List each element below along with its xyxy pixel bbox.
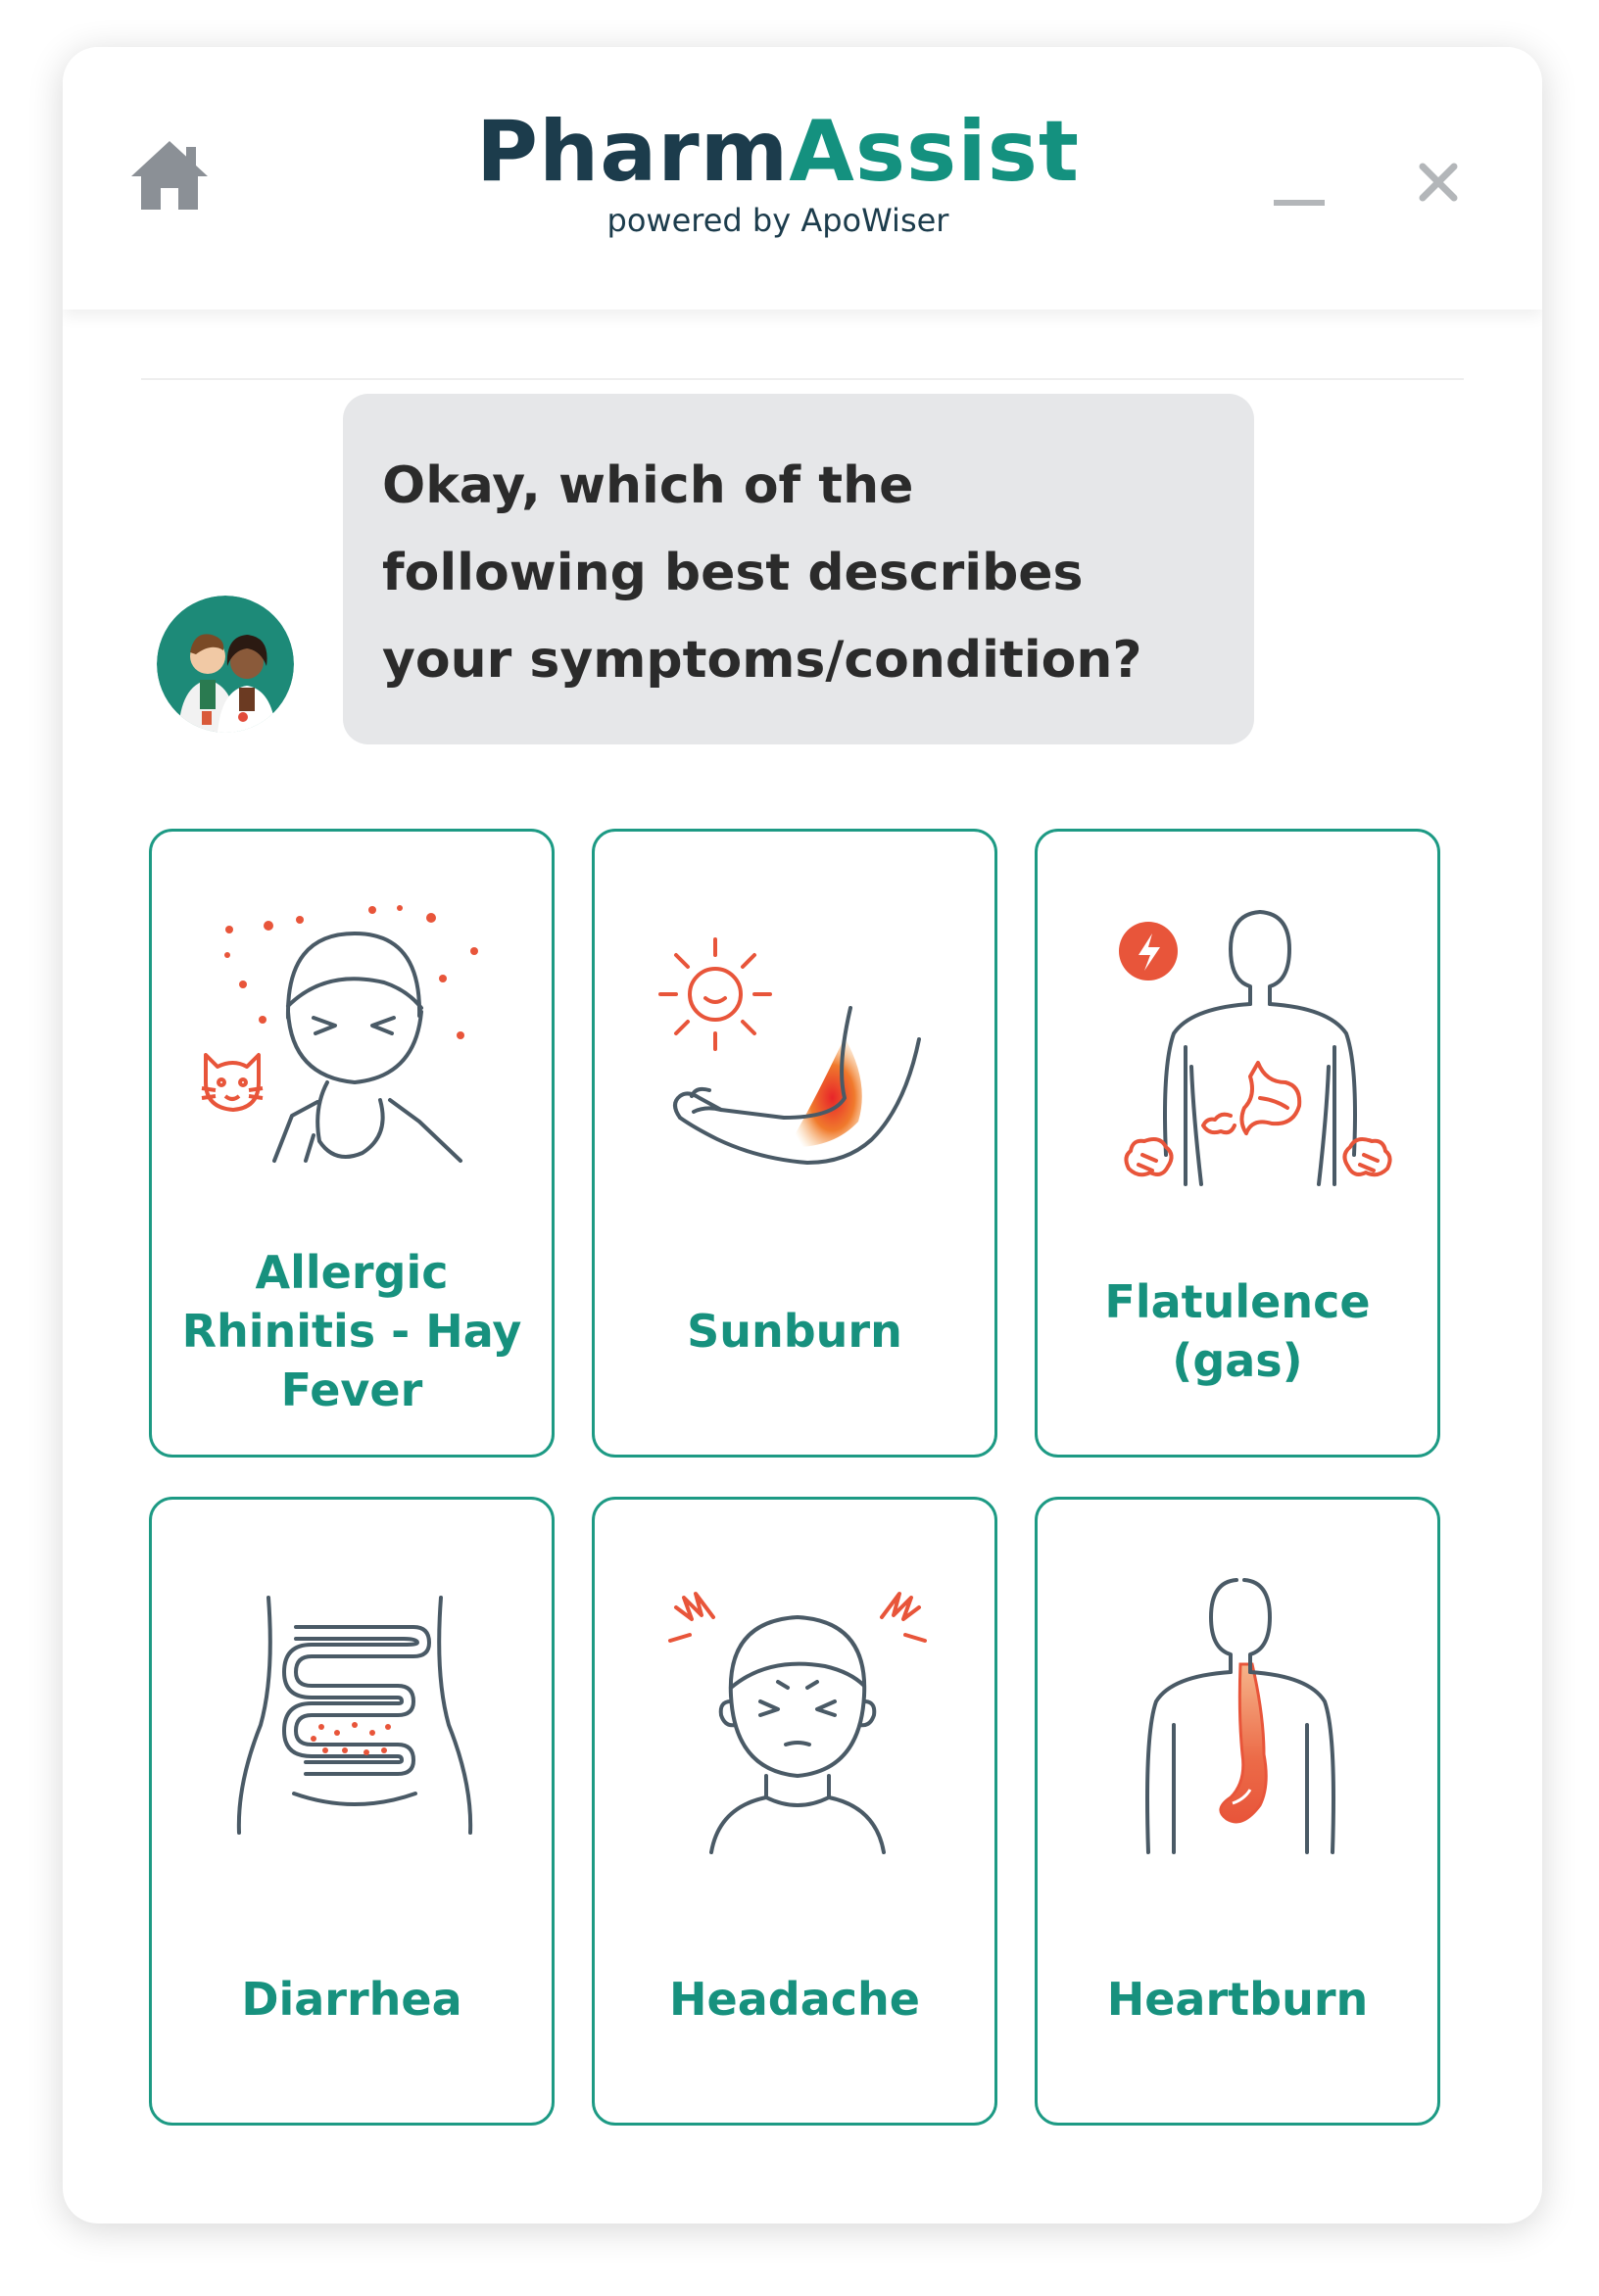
chat-widget <box>63 47 1542 2224</box>
pharmacist-avatar <box>157 596 294 733</box>
home-icon <box>125 133 214 221</box>
flatulence-icon <box>1084 890 1397 1204</box>
close-icon <box>1411 155 1466 210</box>
pharmacists-avatar-icon <box>157 596 294 733</box>
option-label: Allergic Rhinitis - Hay Fever <box>181 1246 522 1416</box>
brand-logo <box>474 103 1082 239</box>
option-card-sunburn[interactable] <box>592 829 997 1458</box>
option-label: Diarrhea <box>241 1973 462 2026</box>
option-card-diarrhea[interactable] <box>149 1497 555 2126</box>
heartburn-icon <box>1084 1558 1397 1872</box>
sunburn-icon <box>641 890 954 1204</box>
option-label: Headache <box>669 1973 920 2026</box>
bot-message-text: Okay, which of the following best describes your symptoms/condition? <box>382 456 1142 690</box>
option-card-hay-fever[interactable] <box>149 829 555 1458</box>
option-label: Flatulence (gas) <box>1104 1275 1371 1387</box>
logo-part-pharm: Pharm <box>475 103 790 201</box>
option-label: Sunburn <box>687 1305 902 1358</box>
logo-wordmark <box>474 103 1082 201</box>
home-button[interactable] <box>125 133 214 221</box>
divider <box>141 378 1464 380</box>
logo-part-assist: Assist <box>789 103 1081 201</box>
option-card-flatulence[interactable] <box>1035 829 1440 1458</box>
bot-message-bubble <box>343 394 1254 744</box>
diarrhea-icon <box>198 1558 511 1872</box>
close-button[interactable] <box>1411 155 1466 210</box>
option-card-headache[interactable] <box>592 1497 997 2126</box>
option-card-heartburn[interactable] <box>1035 1497 1440 2126</box>
hay-fever-icon <box>198 890 511 1204</box>
option-label: Heartburn <box>1106 1973 1369 2026</box>
header <box>63 47 1542 310</box>
minimize-button[interactable] <box>1274 196 1325 210</box>
tagline: powered by ApoWiser <box>606 202 949 239</box>
minimize-icon <box>1274 200 1325 206</box>
headache-icon <box>641 1558 954 1872</box>
